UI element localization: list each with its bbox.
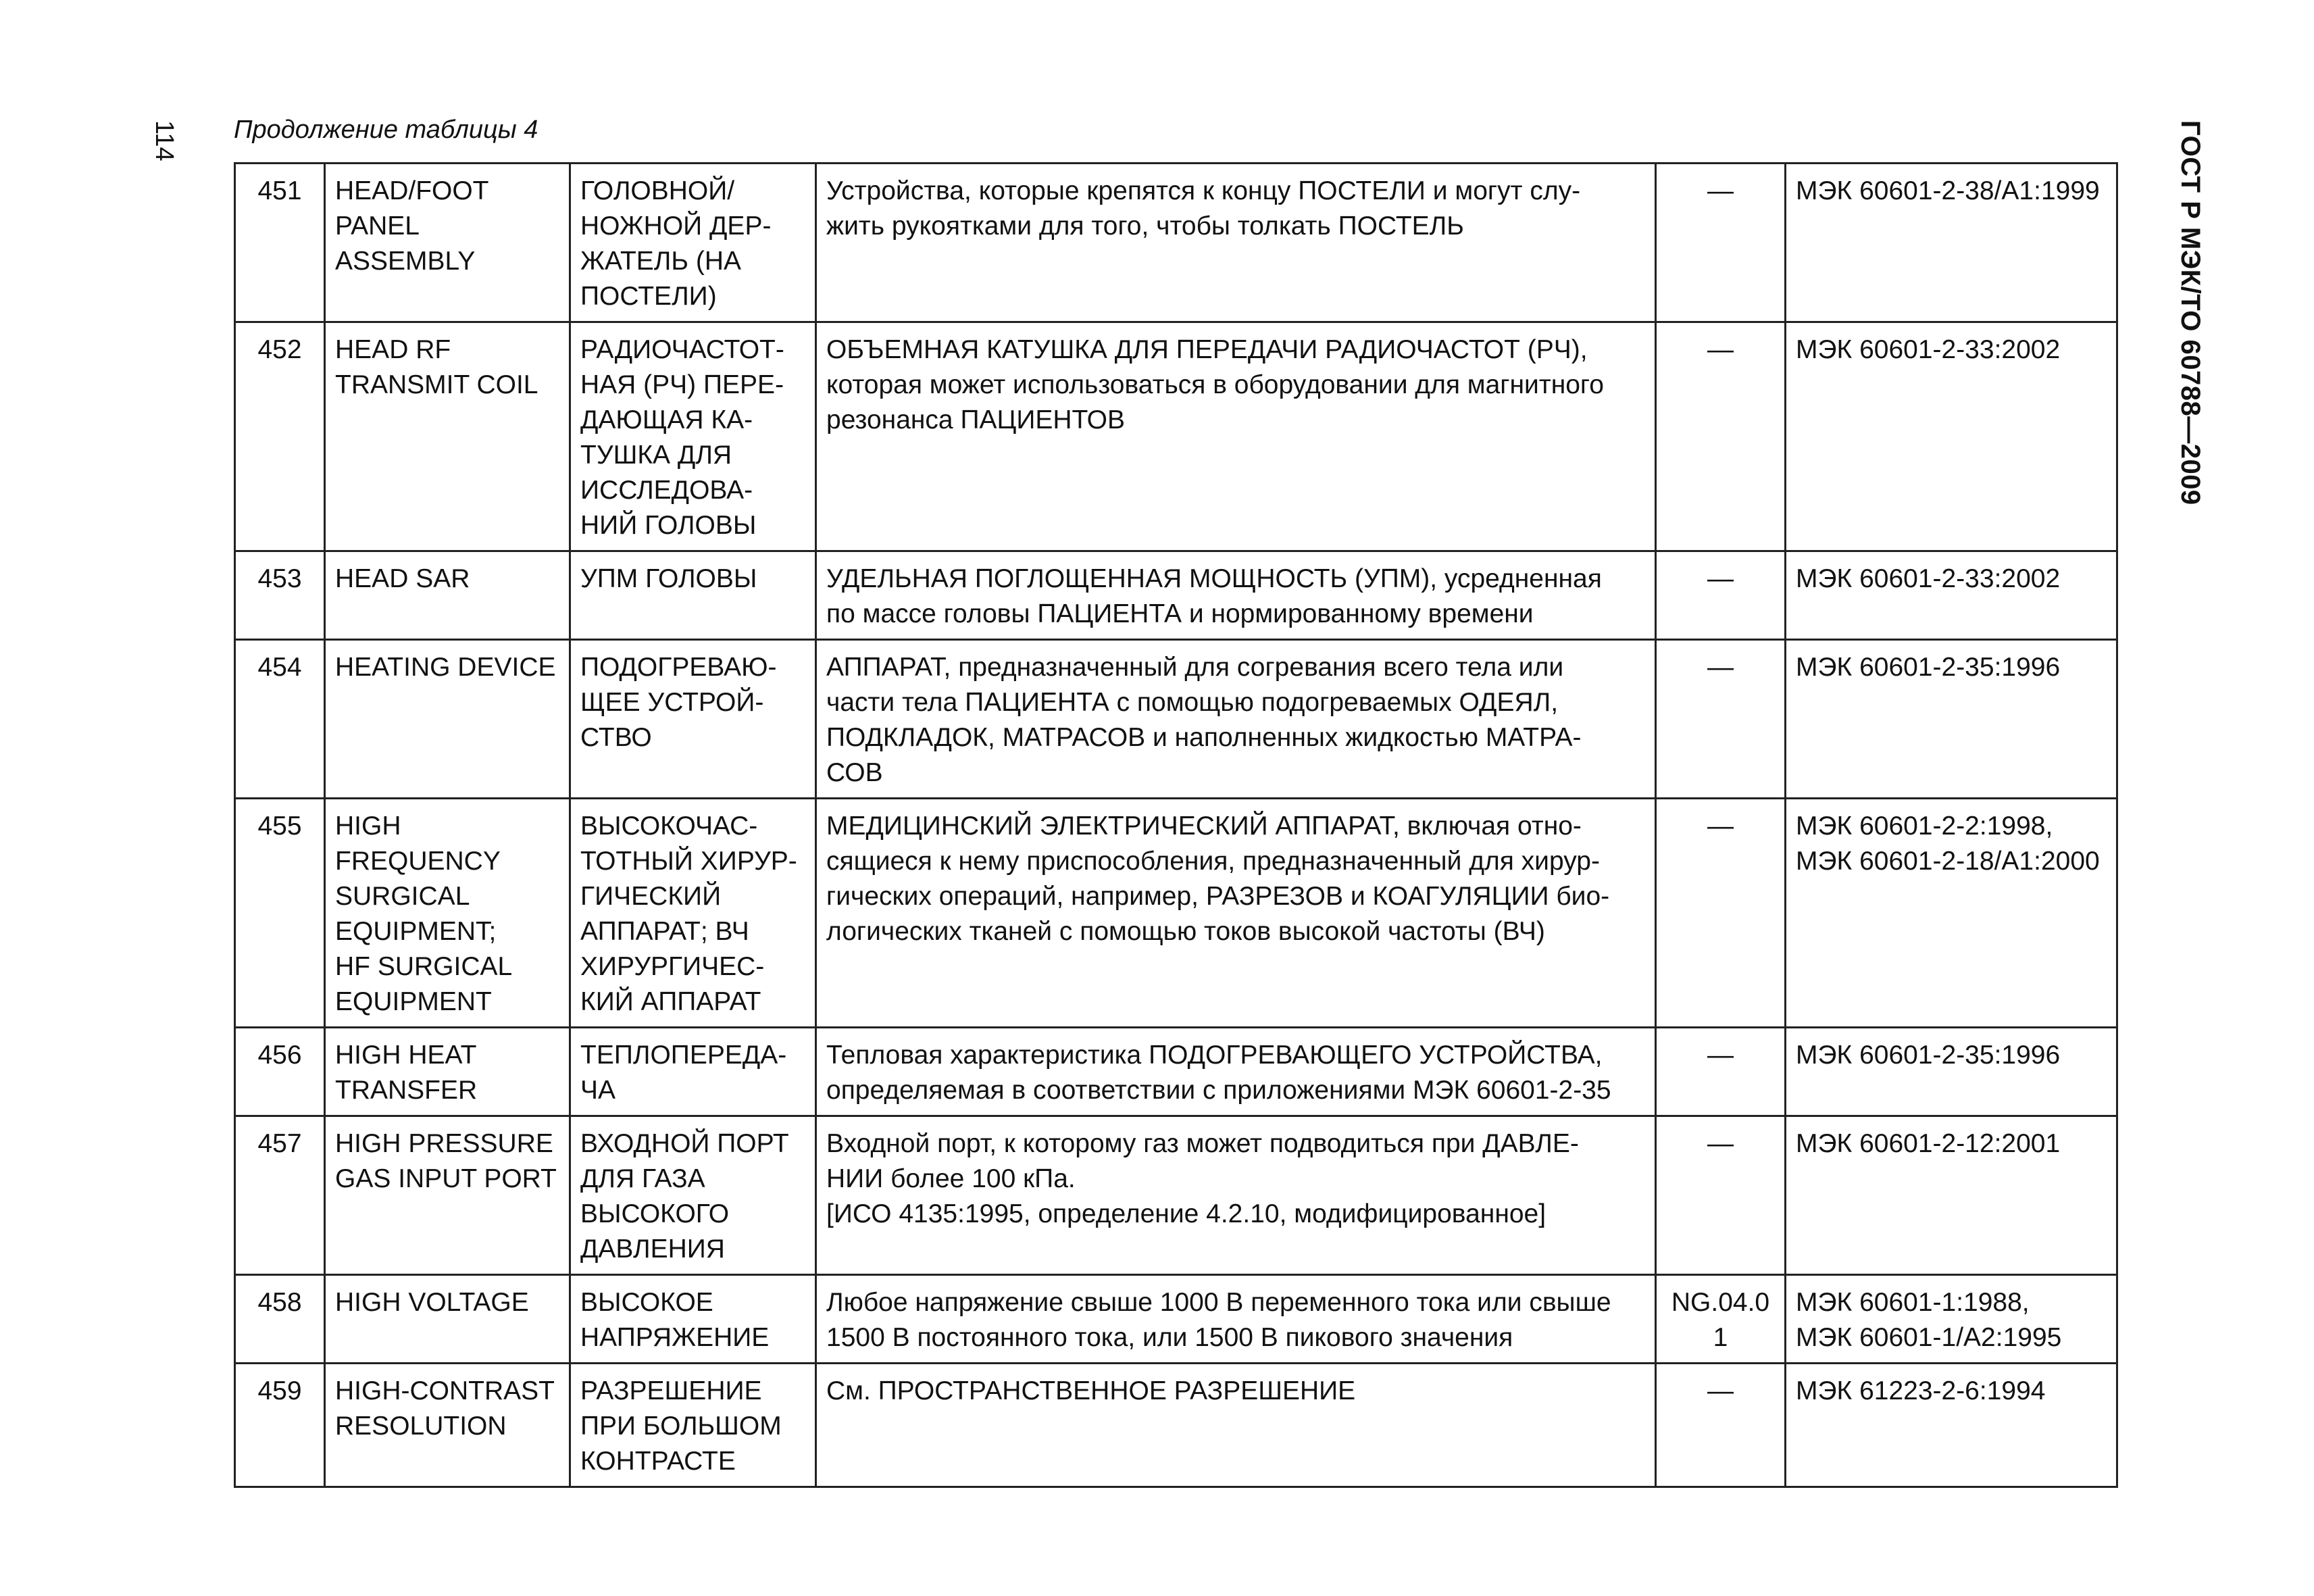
term-definition: Входной порт, к которому газ может подводиться при ДАВЛЕ- НИИ более 100 кПа. [ИСО 4135:1995, определение 4.2.10, модифицированное] — [816, 1116, 1656, 1275]
term-definition: Любое напряжение свыше 1000 В переменного тока или свыше 1500 В постоянного тока, или 1500 В пикового значения — [816, 1275, 1656, 1364]
term-number: 452 — [235, 322, 325, 551]
term-definition: ОБЪЕМНАЯ КАТУШКА ДЛЯ ПЕРЕДАЧИ РАДИОЧАСТОТ (РЧ), которая может использоваться в оборудовании для магнитного резонанса ПАЦИЕНТОВ — [816, 322, 1656, 551]
term-english: HIGH-CONTRAST RESOLUTION — [325, 1364, 570, 1487]
term-number: 457 — [235, 1116, 325, 1275]
terms-table-body — [235, 164, 2117, 1487]
table-row — [235, 322, 2117, 551]
term-source: МЭК 60601-1:1988, МЭК 60601-1/А2:1995 — [1786, 1275, 2117, 1364]
term-number: 454 — [235, 640, 325, 799]
table-row — [235, 164, 2117, 322]
term-source: МЭК 60601-2-2:1998, МЭК 60601-2-18/А1:2000 — [1786, 799, 2117, 1028]
term-code: — — [1656, 1028, 1786, 1116]
term-definition: АППАРАТ, предназначенный для согревания всего тела или части тела ПАЦИЕНТА с помощью подогреваемых ОДЕЯЛ, ПОДКЛАДОК, МАТРАСОВ и наполненных жидкостью МАТРА- СОВ — [816, 640, 1656, 799]
table-row — [235, 1116, 2117, 1275]
term-definition: Тепловая характеристика ПОДОГРЕВАЮЩЕГО УСТРОЙСТВА, определяемая в соответствии с приложениями МЭК 60601-2-35 — [816, 1028, 1656, 1116]
term-russian: ПОДОГРЕВАЮ- ЩЕЕ УСТРОЙ- СТВО — [570, 640, 816, 799]
term-english: HEAD SAR — [325, 551, 570, 640]
table-row — [235, 1028, 2117, 1116]
term-source: МЭК 60601-2-12:2001 — [1786, 1116, 2117, 1275]
term-code: — — [1656, 1116, 1786, 1275]
term-number: 453 — [235, 551, 325, 640]
standard-designation: ГОСТ Р МЭК/ТО 60788—2009 — [2175, 120, 2205, 505]
term-russian: ТЕПЛОПЕРЕДА- ЧА — [570, 1028, 816, 1116]
term-number: 458 — [235, 1275, 325, 1364]
term-code: — — [1656, 799, 1786, 1028]
term-number: 456 — [235, 1028, 325, 1116]
term-english: HEAD/FOOT PANEL ASSEMBLY — [325, 164, 570, 322]
term-english: HIGH PRESSURE GAS INPUT PORT — [325, 1116, 570, 1275]
table-row — [235, 1364, 2117, 1487]
term-russian: УПМ ГОЛОВЫ — [570, 551, 816, 640]
term-source: МЭК 60601-2-35:1996 — [1786, 1028, 2117, 1116]
term-number: 459 — [235, 1364, 325, 1487]
term-russian: РАЗРЕШЕНИЕ ПРИ БОЛЬШОМ КОНТРАСТЕ — [570, 1364, 816, 1487]
term-russian: РАДИОЧАСТОТ- НАЯ (РЧ) ПЕРЕ- ДАЮЩАЯ КА- ТУШКА ДЛЯ ИССЛЕДОВА- НИЙ ГОЛОВЫ — [570, 322, 816, 551]
term-source: МЭК 60601-2-35:1996 — [1786, 640, 2117, 799]
term-code: — — [1656, 322, 1786, 551]
table-continuation-caption: Продолжение таблицы 4 — [234, 116, 538, 144]
term-code: — — [1656, 164, 1786, 322]
term-source: МЭК 60601-2-38/А1:1999 — [1786, 164, 2117, 322]
term-russian: ВЫСОКОЧАС- ТОТНЫЙ ХИРУР- ГИЧЕСКИЙ АППАРАТ; ВЧ ХИРУРГИЧЕС- КИЙ АППАРАТ — [570, 799, 816, 1028]
table-row — [235, 1275, 2117, 1364]
term-definition: Устройства, которые крепятся к концу ПОСТЕЛИ и могут слу- жить рукоятками для того, чтобы толкать ПОСТЕЛЬ — [816, 164, 1656, 322]
term-source: МЭК 60601-2-33:2002 — [1786, 322, 2117, 551]
term-english: HIGH VOLTAGE — [325, 1275, 570, 1364]
term-english: HEAD RF TRANSMIT COIL — [325, 322, 570, 551]
page-number: 114 — [150, 120, 178, 161]
term-russian: ВХОДНОЙ ПОРТ ДЛЯ ГАЗА ВЫСОКОГО ДАВЛЕНИЯ — [570, 1116, 816, 1275]
term-code: — — [1656, 551, 1786, 640]
table-row — [235, 799, 2117, 1028]
term-code: — — [1656, 1364, 1786, 1487]
term-code: — — [1656, 640, 1786, 799]
term-russian: ВЫСОКОЕ НАПРЯЖЕНИЕ — [570, 1275, 816, 1364]
term-english: HIGH HEAT TRANSFER — [325, 1028, 570, 1116]
term-definition: МЕДИЦИНСКИЙ ЭЛЕКТРИЧЕСКИЙ АППАРАТ, включая отно- сящиеся к нему приспособления, предназначенный для хирур- гических операций, например, РАЗРЕЗОВ и КОАГУЛЯЦИИ био- логических тканей с помощью токов высокой частоты (ВЧ) — [816, 799, 1656, 1028]
term-source: МЭК 61223-2-6:1994 — [1786, 1364, 2117, 1487]
table-row — [235, 551, 2117, 640]
term-english: HIGH FREQUENCY SURGICAL EQUIPMENT; HF SURGICAL EQUIPMENT — [325, 799, 570, 1028]
term-definition: УДЕЛЬНАЯ ПОГЛОЩЕННАЯ МОЩНОСТЬ (УПМ), усредненная по массе головы ПАЦИЕНТА и нормированному времени — [816, 551, 1656, 640]
term-number: 455 — [235, 799, 325, 1028]
term-code: NG.04.01 — [1656, 1275, 1786, 1364]
term-russian: ГОЛОВНОЙ/ НОЖНОЙ ДЕР- ЖАТЕЛЬ (НА ПОСТЕЛИ) — [570, 164, 816, 322]
term-source: МЭК 60601-2-33:2002 — [1786, 551, 2117, 640]
term-definition: См. ПРОСТРАНСТВЕННОЕ РАЗРЕШЕНИЕ — [816, 1364, 1656, 1487]
terms-table — [234, 162, 2118, 1488]
table-row — [235, 640, 2117, 799]
term-english: HEATING DEVICE — [325, 640, 570, 799]
term-number: 451 — [235, 164, 325, 322]
